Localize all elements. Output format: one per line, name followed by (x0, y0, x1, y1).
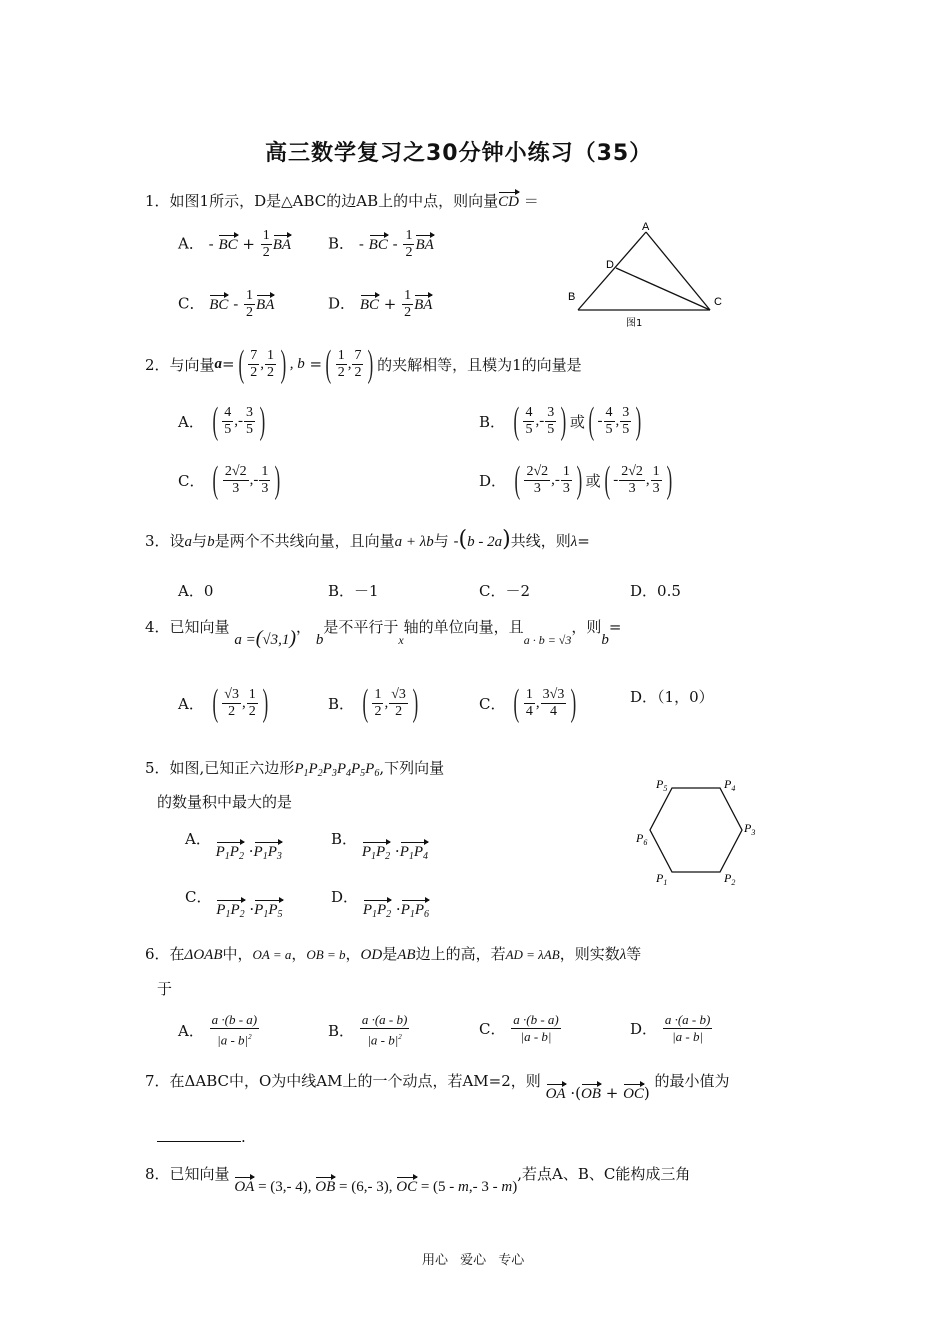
q6-t12: ，则实数 (559, 945, 620, 963)
q1-option-b: B． - BC - $\frac{1}{2}$ BA (328, 228, 434, 260)
label-p1: $P_1$ (656, 871, 668, 887)
q4-option-a-label: A． (178, 694, 204, 713)
q5-option-c-label: C． (185, 888, 212, 906)
q1-option-d: D． BC + $\frac{1}{2}$ BA (328, 288, 433, 320)
q6-t10: 边上的高，若 (415, 945, 506, 963)
q3-t2: 与 (192, 532, 208, 550)
q3-expr2: b - 2a (467, 534, 503, 550)
q3-t0: 3．设 (145, 532, 185, 550)
label-p6: $P_6$ (636, 831, 648, 847)
q4-option-b-label: B． (328, 694, 355, 713)
q6-t6: ， (345, 945, 361, 963)
q2-option-a: A． ( $\frac{4}{5}$ ,- $\frac{3}{5}$ ) (178, 400, 266, 442)
q4-a-val: √3,1 (262, 632, 290, 648)
q6-option-c-label: C． (479, 1020, 506, 1038)
q3-t8: 共线，则 (510, 532, 571, 550)
q3-lambda: λ (570, 534, 578, 550)
q4-stem: 4．已知向量 a =(√3,1)， b是不平行于$_x$轴的单位向量，且$_{a \cdot b = √3}$，则b= (145, 618, 622, 649)
q1-option-d-label: D． (328, 294, 356, 313)
page-title: 高三数学复习之30分钟小练习（35） (265, 141, 653, 166)
q3-t4: 是两个不共线向量，且向量 (214, 532, 395, 550)
q6-option-c: C． $\frac{a \cdot(b - a)}{|a - b|}$ (479, 1012, 559, 1044)
q4-option-b: B． ( $\frac{1}{2}$ , $\frac{√3}{2}$ ) (328, 682, 419, 724)
q6-stem (145, 943, 641, 964)
q4-option-c-label: C． (479, 694, 506, 713)
q4-t3: ， (296, 618, 312, 636)
q4-option-c: C． ( $\frac{1}{4}$ , $\frac{3√3}{4}$ ) (479, 682, 577, 724)
side-ac (646, 232, 710, 310)
q4-a-eq: a = (234, 632, 256, 648)
q5-option-d-label: D． (331, 888, 359, 906)
q2-option-b-label: B． (479, 412, 506, 431)
q2-stem-tail: 的夹解相等，且模为1的向量是 (377, 355, 582, 374)
label-c: C (714, 296, 722, 308)
q2-vec-a: a (214, 355, 223, 372)
q1-option-b-label: B． (328, 234, 355, 253)
q6-ob: OB = b (306, 947, 346, 962)
q2-option-b: B． ( $\frac{4}{5}$ ,- $\frac{3}{5}$ ) 或 ( - $\frac{4}{5}$ , $\frac{3}{5}$ ) (479, 400, 642, 442)
q1-option-c: C． BC - $\frac{1}{2}$ BA (178, 288, 275, 320)
q5-option-d: D． $P_1P_2 \cdot P_1P_6$ (331, 888, 430, 920)
page-footer: 用心 爱心 专心 (422, 1253, 525, 1268)
q4-dot: a · b = √3 (523, 633, 572, 647)
q3-option-b: B．－1 (328, 582, 379, 600)
side-ab (578, 232, 646, 310)
q4-option-a: A． ( $\frac{√3}{2}$ , $\frac{1}{2}$ ) (178, 682, 268, 724)
q5-option-a: A． $P_1P_2 \cdot P_1P_3$ (185, 830, 282, 862)
q5-stem-line2: 的数量积中最大的是 (157, 793, 293, 811)
q4-t0: 4．已知向量 (145, 618, 230, 636)
q1-option-a-label: A． (178, 234, 204, 253)
q3-option-a: A．0 (178, 582, 214, 600)
label-d: D (606, 259, 614, 271)
q4-t5: 是不平行于 (323, 618, 399, 636)
q4-eq: = (608, 618, 622, 636)
q6-option-a-label: A． (178, 1021, 204, 1040)
q4-option-d: D．（1，0） (630, 688, 714, 706)
q7-blank[interactable] (157, 1141, 241, 1142)
hexagon-shape (650, 788, 742, 872)
q3-expr1: a + λb (394, 534, 434, 550)
q3-a: a (184, 534, 193, 550)
q6-option-d: D． $\frac{a \cdot(a - b)}{|a - b|}$ (630, 1012, 711, 1044)
q2-option-d: D． ( $\frac{2√2}{3}$ ,- $\frac{1}{3}$ ) 或 ( - $\frac{2√2}{3}$ , $\frac{1}{3}$ ) (479, 459, 672, 501)
q6-ad: AD = λAB (505, 947, 560, 962)
q3-stem: 3．设a与b是两个不共线向量，且向量a + λb与 -(b - 2a)共线，则λ= (145, 527, 590, 552)
q6-t0: 6．在 (145, 945, 185, 963)
q6-t8: 是 (382, 945, 398, 963)
q2-stem-text: 2．与向量 (145, 355, 215, 374)
q6-od: OD (360, 947, 383, 963)
q2-option-a-label: A． (178, 412, 204, 431)
q5-option-c: C． $P_1P_2 \cdot P_1P_5$ (185, 888, 283, 920)
q5-option-b: B． $P_1P_2 \cdot P_1P_4$ (331, 830, 429, 862)
q6-stem-line2: 于 (157, 980, 173, 998)
segment-cd (616, 268, 710, 310)
q6-t14: 等 (626, 945, 642, 963)
q6-lambda: λ (619, 947, 627, 963)
q1-option-c-label: C． (178, 294, 205, 313)
q2-stem: 2．与向量 a = ( $\frac{7}{2}$ , $\frac{1}{2}$ ) , b = ( $\frac{1}{2}$ , $\frac{7}{2}$ ) 的夹解相等，且模为1的向量是 (145, 343, 582, 385)
figure-1-triangle (562, 218, 732, 332)
figure-hexagon (632, 772, 768, 894)
q5-option-b-label: B． (331, 830, 358, 848)
q2-option-c-label: C． (178, 471, 205, 490)
q1-eq: ＝ (523, 192, 539, 210)
q6-option-a: A． $\frac{a \cdot(b - a)}{|a - b|^2}$ (178, 1012, 258, 1048)
q3-b: b (207, 534, 215, 550)
q4-x: x (398, 633, 404, 647)
q7-end: . (241, 1128, 246, 1146)
q4-t7: 轴的单位向量，且 (403, 618, 524, 636)
q4-b2: b (601, 632, 609, 648)
q8-stem: 8．已知向量 OA = (3,- 4), OB = (6,- 3), OC = (5 - m,- 3 - m),若点A、B、C能构成三角 (145, 1165, 691, 1195)
q5-stem-suffix: ,下列向量 (379, 759, 445, 777)
q6-option-b: B． $\frac{a \cdot(a - b)}{|a - b|^2}$ (328, 1012, 408, 1048)
q8-stem-text: 8．已知向量 (145, 1165, 230, 1183)
q3-eq: = (577, 532, 590, 550)
q4-b: b (315, 632, 324, 648)
q7-stem-suffix: 的最小值为 (654, 1072, 730, 1090)
q5-stem-text: 5．如图,已知正六边形 (145, 759, 295, 777)
label-a: A (642, 221, 650, 233)
q1-stem (145, 190, 539, 211)
label-b: B (568, 291, 576, 303)
label-p3: $P_3$ (744, 821, 756, 837)
q8-stem-suffix: ,若点A、B、C能构成三角 (517, 1165, 691, 1183)
q2-option-d-label: D． (479, 471, 507, 490)
q2-option-c: C． ( $\frac{2√2}{3}$ ,- $\frac{1}{3}$ ) (178, 459, 281, 501)
q3-option-d: D．0.5 (630, 582, 681, 600)
q2-or-b: 或 (569, 412, 585, 431)
q3-t6: 与 - (433, 532, 459, 550)
q3-option-c: C．－2 (479, 582, 531, 600)
q4-t9: ，则 (571, 618, 602, 636)
q5-option-a-label: A． (185, 830, 211, 848)
q7-stem-text: 7．在ΔABC中，O为中线AM上的一个动点，若AM=2，则 (145, 1072, 541, 1090)
label-p4: $P_4$ (724, 777, 736, 793)
q7-stem: 7．在ΔABC中，O为中线AM上的一个动点，若AM=2，则 OA ·(OB + OC) 的最小值为 (145, 1072, 730, 1102)
q6-ab: AB (397, 947, 416, 963)
q2-or-d: 或 (585, 471, 601, 490)
q6-t4: ， (291, 945, 307, 963)
q6-oa: OA = a (252, 947, 292, 962)
q6-option-d-label: D． (630, 1020, 658, 1038)
figure-caption: 图1 (626, 318, 643, 329)
label-p2: $P_2$ (724, 871, 736, 887)
q6-t2: 中， (222, 945, 253, 963)
q1-stem-text: 1．如图1所示，D是△ABC的边AB上的中点，则向量 (145, 192, 499, 210)
q7-answer-line (157, 1128, 246, 1146)
q5-stem: 5．如图,已知正六边形$P_1P_2P_3P_4P_5P_6$,下列向量 (145, 759, 445, 779)
q6-triangle: ΔOAB (184, 947, 223, 963)
q6-option-b-label: B． (328, 1021, 355, 1040)
label-p5: $P_5$ (656, 777, 668, 793)
q1-vec-cd: CD (498, 190, 519, 211)
q1-option-a: A． - BC + $\frac{1}{2}$ BA (178, 228, 292, 260)
